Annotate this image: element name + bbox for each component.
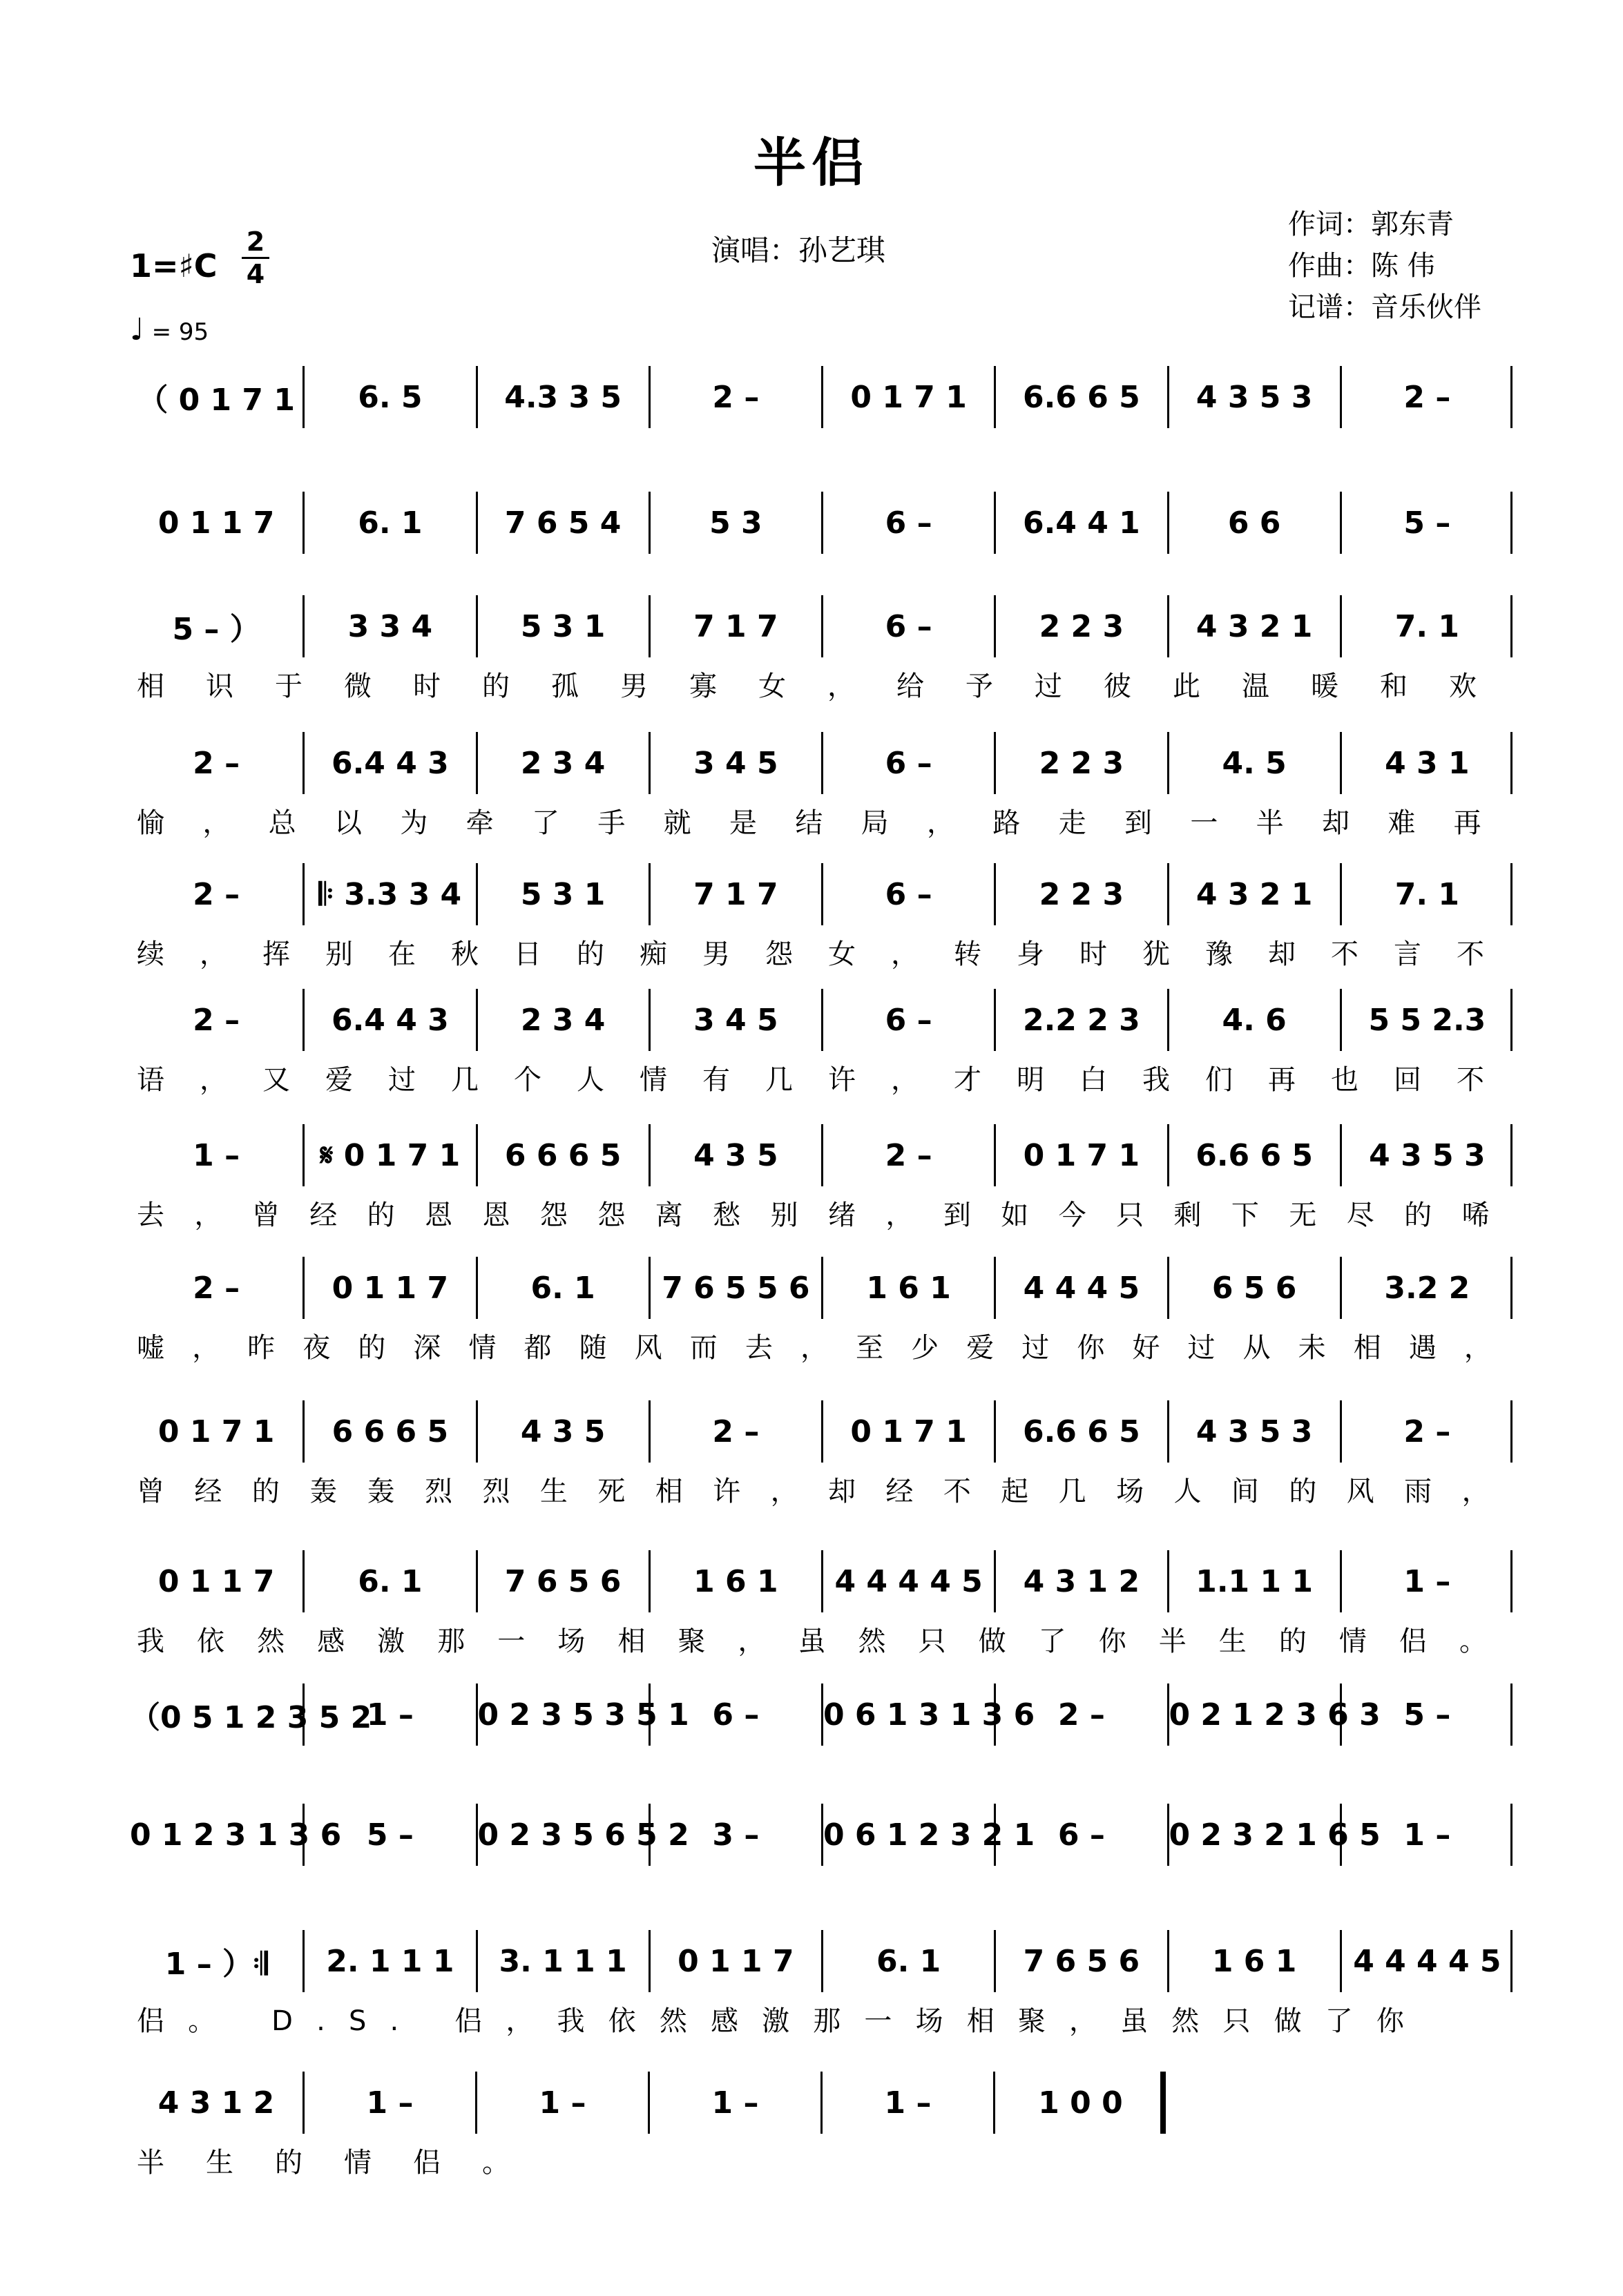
measure-line (130, 1930, 1512, 1992)
measure: 7 1 7 (649, 595, 821, 657)
measure: 0 1 7 1 (821, 366, 994, 428)
measure: 2 2 3 (994, 732, 1166, 794)
measure: 3 3 4 (302, 595, 475, 657)
measure: 7 1 7 (649, 863, 821, 925)
measure: 6 – (821, 989, 994, 1051)
measure: 3.2 2 (1340, 1257, 1512, 1319)
measure: 5 – (1340, 492, 1512, 554)
measure: 6 – (821, 732, 994, 794)
measure: 4 3 5 3 (1167, 366, 1340, 428)
notation-row (130, 1684, 1512, 1801)
measure: （ 0 1 7 1 (137, 383, 295, 418)
measure: 0 2 3 2 1 6 5 (1167, 1804, 1340, 1866)
measure: 2 3 4 (476, 989, 649, 1051)
measure: 6. 1 (821, 1930, 994, 1992)
measure: 1 6 1 (1167, 1930, 1340, 1992)
song-title: 半侣 (753, 132, 870, 193)
measure: 1 – (1340, 1550, 1512, 1612)
measure: 0 2 3 5 6 5 2 (476, 1804, 649, 1866)
measure: 2. 1 1 1 (302, 1930, 475, 1992)
time-signature (242, 228, 269, 288)
measure-line (130, 2072, 1166, 2134)
measure: 4 3 1 2 (157, 2085, 275, 2121)
measure: 4 3 2 1 (1167, 863, 1340, 925)
tempo-marking (130, 312, 209, 347)
time-signature-bottom: 4 (246, 259, 265, 289)
measure: 4 3 5 3 (1167, 1400, 1340, 1463)
measure: 4 3 2 1 (1167, 595, 1340, 657)
singer-credit: 演唱：孙艺琪 (711, 233, 886, 267)
measure: 6. 1 (302, 1550, 475, 1612)
lyric-line: 侣。 D.S. 侣，我依然感激那一场相聚，虽然只做了你 (137, 2005, 1428, 2037)
measure-line (130, 989, 1512, 1051)
measure: （0 5 1 2 3 5 2 (130, 1700, 372, 1735)
measure: 7. 1 (1340, 595, 1512, 657)
lyric-line: 半生的情侣。 (137, 2147, 551, 2179)
measure: 4 3 5 3 (1340, 1124, 1512, 1186)
measure: 5 – (302, 1804, 475, 1866)
notation-row (130, 1124, 1519, 1242)
measure: 𝄋 0 1 7 1 (302, 1124, 475, 1186)
measure: 1 – (475, 2072, 648, 2134)
measure: 6 – (821, 863, 994, 925)
measure: 5 – ） (172, 612, 260, 647)
measure: 6.4 4 3 (302, 732, 475, 794)
measure-line (130, 1804, 1512, 1866)
measure: 6.4 4 3 (302, 989, 475, 1051)
measure: 1 0 0 (993, 2072, 1166, 2134)
measure: 6.6 6 5 (1167, 1124, 1340, 1186)
credits-block (1288, 204, 1481, 328)
measure: 0 1 1 7 (157, 1563, 275, 1599)
measure: 6 – (821, 595, 994, 657)
measure: 0 2 1 2 3 6 3 (1167, 1684, 1340, 1746)
measure: 7 6 5 6 (994, 1930, 1166, 1992)
measure: 6 6 6 5 (476, 1124, 649, 1186)
measure: 0 6 1 2 3 2 1 (821, 1804, 994, 1866)
lyric-line: 去，曾经的恩恩怨怨离愁别绪，到如今只剩下无尽的唏 (137, 1199, 1519, 1231)
lyric-line: 相识于微时的孤男寡女，给予过彼此温暖和欢 (137, 671, 1518, 702)
measure: 2 – (193, 1270, 240, 1306)
measure-line (130, 1124, 1512, 1186)
lyricist-credit: 作词：郭东青 (1288, 209, 1454, 240)
measure: 6 6 6 5 (302, 1400, 475, 1463)
measure: 6 – (649, 1684, 821, 1746)
measure: 6. 1 (302, 492, 475, 554)
measure-line (130, 1257, 1512, 1319)
measure: 4 3 1 (1340, 732, 1512, 794)
notation-row (130, 863, 1519, 981)
measure: 1.1 1 1 (1167, 1550, 1340, 1612)
measure: 1 6 1 (649, 1550, 821, 1612)
measure: 4 3 1 2 (994, 1550, 1166, 1612)
lyric-line: 曾经的轰轰烈烈生死相许，却经不起几场人间的风雨， (137, 1476, 1519, 1507)
lyric-line: 语，又爱过几个人情有几许，才明白我们再也回不 (137, 1064, 1519, 1096)
measure: 1 – (648, 2072, 820, 2134)
measure: 4.3 3 5 (476, 366, 649, 428)
measure: 2 – (821, 1124, 994, 1186)
measure-line (130, 1400, 1512, 1463)
measure: 2 – (193, 745, 240, 781)
measure: 0 2 3 5 3 5 1 (476, 1684, 649, 1746)
measure-line (130, 595, 1512, 657)
notation-row (130, 1804, 1512, 1921)
notation-row (130, 1400, 1519, 1518)
measure-line (130, 1550, 1512, 1612)
measure: 6 5 6 (1167, 1257, 1340, 1319)
measure: 1 – (302, 1684, 475, 1746)
measure: 0 1 1 7 (649, 1930, 821, 1992)
lyric-line: 愉，总以为牵了手就是结局，路走到一半却难再 (137, 807, 1519, 839)
measure: 𝄆 3.3 3 4 (302, 863, 475, 925)
measure: 6.6 6 5 (994, 366, 1166, 428)
composer-credit: 作曲：陈 伟 (1288, 250, 1435, 282)
measure: 2 3 4 (476, 732, 649, 794)
measure: 3 4 5 (649, 732, 821, 794)
measure: 1 – (193, 1137, 240, 1173)
measure: 6.4 4 1 (994, 492, 1166, 554)
measure: 7 6 5 6 (476, 1550, 649, 1612)
notation-row (130, 1550, 1519, 1668)
measure: 6. 5 (302, 366, 475, 428)
measure: 4. 5 (1167, 732, 1340, 794)
key-signature: 1=♯C (130, 247, 218, 284)
quarter-note-icon: ♩ (130, 312, 144, 347)
measure: 2 – (1340, 366, 1512, 428)
measure: 7 6 5 5 6 (649, 1257, 821, 1319)
measure: 4 4 4 4 5 (821, 1550, 994, 1612)
measure: 4 4 4 5 (994, 1257, 1166, 1319)
measure-line (130, 1684, 1512, 1746)
measure: 5 3 1 (476, 863, 649, 925)
measure: 1 – (302, 2072, 475, 2134)
measure: 7 6 5 4 (476, 492, 649, 554)
measure: 2 – (193, 876, 240, 912)
measure: 2 – (649, 1400, 821, 1463)
notation-row (130, 989, 1519, 1106)
measure: 1 – ）𝄇 (164, 1947, 268, 1982)
measure: 5 5 2.3 (1340, 989, 1512, 1051)
measure-line (130, 366, 1512, 428)
measure: 1 6 1 (821, 1257, 994, 1319)
measure: 2 2 3 (994, 595, 1166, 657)
notation-row (130, 2072, 1512, 2189)
measure: 2 – (193, 1002, 240, 1038)
measure-line (130, 732, 1512, 794)
measure: 0 6 1 3 1 3 6 (821, 1684, 994, 1746)
measure: 3. 1 1 1 (476, 1930, 649, 1992)
notation-row (130, 732, 1519, 849)
measure: 3 – (649, 1804, 821, 1866)
notation-row (130, 1930, 1512, 2047)
measure: 3 4 5 (649, 989, 821, 1051)
notation-row (130, 366, 1512, 483)
measure: 4 3 5 (649, 1124, 821, 1186)
measure: 5 – (1340, 1684, 1512, 1746)
transcriber-credit: 记谱：音乐伙伴 (1288, 291, 1481, 323)
measure: 4 3 5 (476, 1400, 649, 1463)
measure: 2.2 2 3 (994, 989, 1166, 1051)
measure: 1 – (820, 2072, 993, 2134)
measure: 2 – (1340, 1400, 1512, 1463)
measure: 6.6 6 5 (994, 1400, 1166, 1463)
measure: 2 – (994, 1684, 1166, 1746)
measure: 6 – (821, 492, 994, 554)
measure: 0 1 2 3 1 3 6 (130, 1817, 342, 1853)
notation-row (130, 595, 1518, 713)
measure: 1 – (1340, 1804, 1512, 1866)
tempo-value: = 95 (151, 318, 209, 346)
measure: 6. 1 (476, 1257, 649, 1319)
measure: 6 6 (1167, 492, 1340, 554)
measure: 4 4 4 4 5 (1340, 1930, 1512, 1992)
measure: 0 1 1 7 (302, 1257, 475, 1319)
measure: 2 2 3 (994, 863, 1166, 925)
time-signature-top: 2 (246, 226, 265, 257)
measure: 6 – (994, 1804, 1166, 1866)
measure: 0 1 1 7 (157, 505, 275, 541)
notation-row (130, 492, 1512, 609)
measure-line (130, 863, 1512, 925)
measure: 0 1 7 1 (157, 1414, 275, 1449)
measure-line (130, 492, 1512, 554)
lyric-line: 嘘，昨夜的深情都随风而去，至少爱过你好过从未相遇， (137, 1332, 1519, 1364)
measure: 0 1 7 1 (821, 1400, 994, 1463)
lyric-line: 我依然感激那一场相聚，虽然只做了你半生的情侣。 (137, 1625, 1519, 1657)
measure: 7. 1 (1340, 863, 1512, 925)
measure: 5 3 (649, 492, 821, 554)
measure: 4. 6 (1167, 989, 1340, 1051)
measure: 5 3 1 (476, 595, 649, 657)
lyric-line: 续，挥别在秋日的痴男怨女，转身时犹豫却不言不 (137, 938, 1519, 970)
notation-row (130, 1257, 1519, 1374)
measure: 2 – (649, 366, 821, 428)
measure: 0 1 7 1 (994, 1124, 1166, 1186)
